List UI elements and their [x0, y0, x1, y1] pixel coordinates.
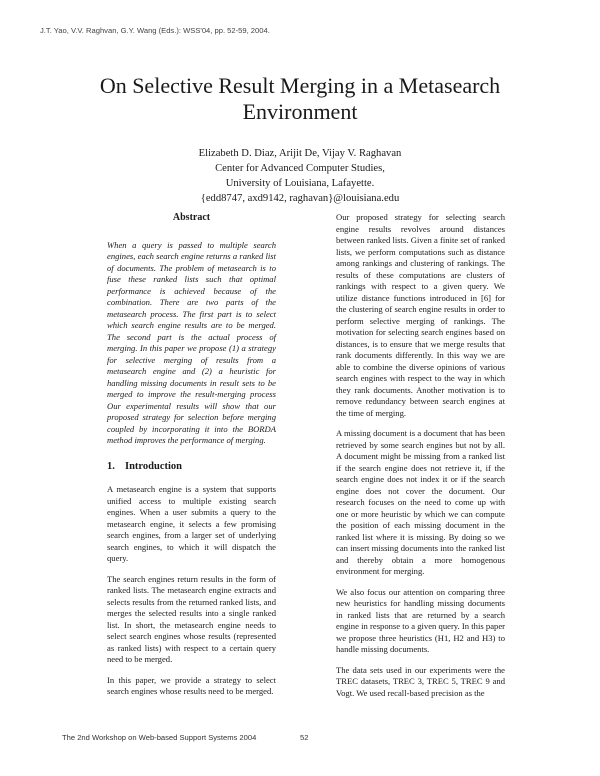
- intro-paragraph-2: The search engines return results in the form of ranked lists. The metasearch engine extracts and selects results from the returned ranked lists, and merges the selected results into a single ranked list. In short, the metasearch engine needs to select search engines whose results (represented as ranked lists) with respect to a certain query need to be merged.: [107, 573, 276, 664]
- section-title: Introduction: [125, 460, 182, 472]
- intro-paragraph-3: In this paper, we provide a strategy to select search engines whose results need to be merged.: [107, 674, 276, 696]
- university: University of Louisiana, Lafayette.: [225, 178, 375, 189]
- author-emails: {edd8747, axd9142, raghavan}@louisiana.edu: [200, 193, 400, 204]
- body-paragraph-3: We also focus our attention on comparing three new heuristics for handling missing documents in ranked lists that are returned by a search engine in response to a given query. In this paper we propose three heuristics (H1, H2 and H3) to handle missing documents.: [336, 586, 505, 654]
- intro-paragraph-1: A metasearch engine is a system that supports unified access to multiple existing search engines. When a user submits a query to the metasearch engine, it selects a few promising search engines, from a larger set of underlying search engines, to which it will dispatch the query.: [107, 484, 276, 563]
- body-paragraph-2: A missing document is a document that has been retrieved by some search engines but not by all. A document might be missing from a ranked list if the search engine does not retrieve it, if the search engine does not index it or if the search engine does not cover the document. Our research focuses on the need to come up with one or more heuristic by which we can compute the position of each missing document in the ranked list where it is missing. By doing so we can insert missing documents into the ranked list and thereby obtain a more homogenous environment for merging.: [336, 428, 505, 576]
- affiliation: Center for Advanced Computer Studies,: [215, 163, 385, 174]
- left-column: [107, 212, 276, 707]
- body-paragraph-4: The data sets used in our experiments were the TREC datasets, TREC 3, TREC 5, TREC 9 and Vogt. We used recall-based precision as the: [336, 664, 505, 698]
- footer-workshop: The 2nd Workshop on Web-based Support Systems 2004: [62, 733, 257, 742]
- section-heading-introduction: [107, 461, 276, 473]
- abstract-heading: Abstract: [172, 212, 211, 223]
- section-number: 1.: [107, 460, 115, 472]
- page-number: 52: [300, 733, 309, 742]
- abstract-text: When a query is passed to multiple search engines, each search engine returns a ranked list of documents. The problem of metasearch is to fuse these ranked lists such that optimal performance is achieved because of the combination. There are two parts of the metasearch process. The first part is to select which search engine results are to be merged. The second part is the actual process of merging. In this paper we propose (1) a strategy for selective merging of results from a metasearch engine and (2) a heuristic for handling missing documents in result sets to be merged to improve the result-merging process Our experimental results will show that our proposed strategy for selection before merging coupled by incorporating it into the BORDA method improves the performance of merging.: [107, 239, 276, 445]
- running-header: J.T. Yao, V.V. Raghvan, G.Y. Wang (Eds.): WSS'04, pp. 52-59, 2004.: [40, 26, 270, 35]
- author-names: Elizabeth D. Diaz, Arijit De, Vijay V. Raghavan: [198, 148, 402, 159]
- body-paragraph-1: Our proposed strategy for selecting search engine results revolves around distances between ranked lists. Given a finite set of ranked lists, we perform computations such as distance among rankings and clustering of rankings. The results of these computations are clusters of rankings with respect to a given query. We utilize distance functions introduced in [6] for the clustering of search engine results in order to perform selective merging of rankings. The motivation for selecting search engines based on distances, is to ensure that we merge results that rank documents differently. In this way we are able to combine the diverse opinions of various search engines with respect to the way in which they rank documents. Another motivation is to remove redundancy between search engines at the time of merging.: [336, 212, 505, 418]
- paper-title: On Selective Result Merging in a Metasearch Environment: [99, 73, 501, 124]
- author-block: [130, 146, 470, 206]
- right-column: [336, 212, 505, 708]
